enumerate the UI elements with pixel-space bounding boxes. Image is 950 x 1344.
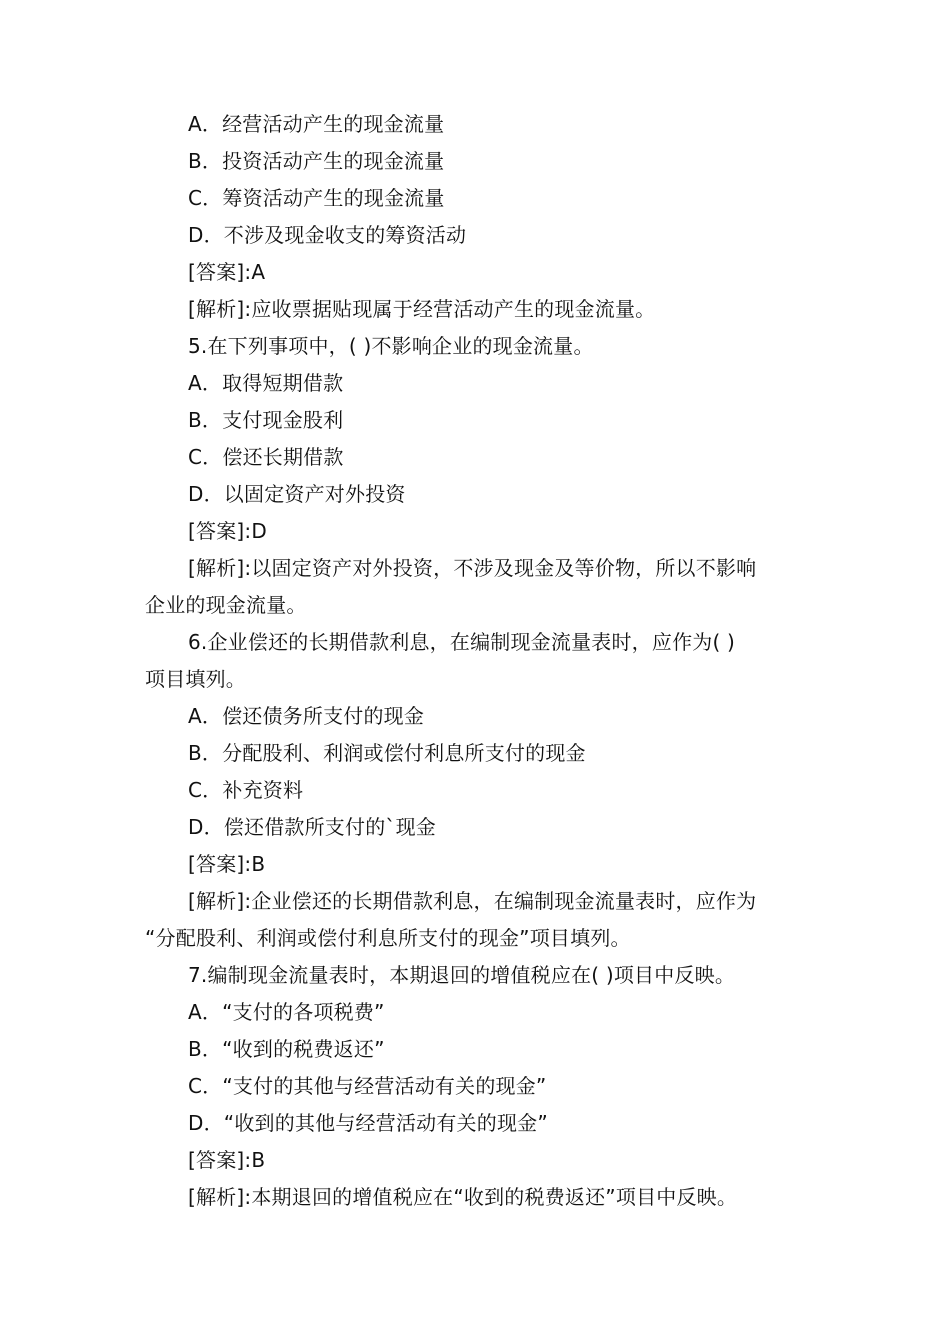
text-line: A．经营活动产生的现金流量 <box>188 112 445 136</box>
text-line: [解析]:以固定资产对外投资，不涉及现金及等价物，所以不影响 <box>188 556 757 580</box>
text-line: [解析]:企业偿还的长期借款利息，在编制现金流量表时，应作为 <box>188 889 757 913</box>
text-line: 企业的现金流量。 <box>145 593 307 617</box>
text-line: B．分配股利、利润或偿付利息所支付的现金 <box>188 741 586 765</box>
text-line: C．“支付的其他与经营活动有关的现金” <box>188 1074 547 1098</box>
text-line: 5.在下列事项中，( )不影响企业的现金流量。 <box>188 334 594 358</box>
text-line: [解析]:本期退回的增值税应在“收到的税费返还”项目中反映。 <box>188 1185 738 1209</box>
text-line: D．“收到的其他与经营活动有关的现金” <box>188 1111 548 1135</box>
text-line: [答案]:B <box>188 1148 266 1172</box>
text-line: D．不涉及现金收支的筹资活动 <box>188 223 467 247</box>
text-line: B．支付现金股利 <box>188 408 344 432</box>
text-line: B．“收到的税费返还” <box>188 1037 385 1061</box>
text-line: C．偿还长期借款 <box>188 445 344 469</box>
text-line: “分配股利、利润或偿付利息所支付的现金”项目填列。 <box>145 926 631 950</box>
text-line: C．补充资料 <box>188 778 304 802</box>
text-line: [答案]:A <box>188 260 266 284</box>
text-line: [答案]:D <box>188 519 267 543</box>
text-line: A．“支付的各项税费” <box>188 1000 385 1024</box>
document-body <box>145 106 810 1216</box>
text-line: D．以固定资产对外投资 <box>188 482 406 506</box>
text-line: [答案]:B <box>188 852 266 876</box>
text-line: D．偿还借款所支付的`现金 <box>188 815 437 839</box>
text-line: [解析]:应收票据贴现属于经营活动产生的现金流量。 <box>188 297 656 321</box>
text-line: 7.编制现金流量表时，本期退回的增值税应在( )项目中反映。 <box>188 963 736 987</box>
text-line: 项目填列。 <box>145 667 246 691</box>
text-line: A．取得短期借款 <box>188 371 344 395</box>
text-line: B．投资活动产生的现金流量 <box>188 149 445 173</box>
text-line: A．偿还债务所支付的现金 <box>188 704 425 728</box>
text-line: C．筹资活动产生的现金流量 <box>188 186 445 210</box>
text-line: 6.企业偿还的长期借款利息，在编制现金流量表时，应作为( ) <box>188 630 736 654</box>
